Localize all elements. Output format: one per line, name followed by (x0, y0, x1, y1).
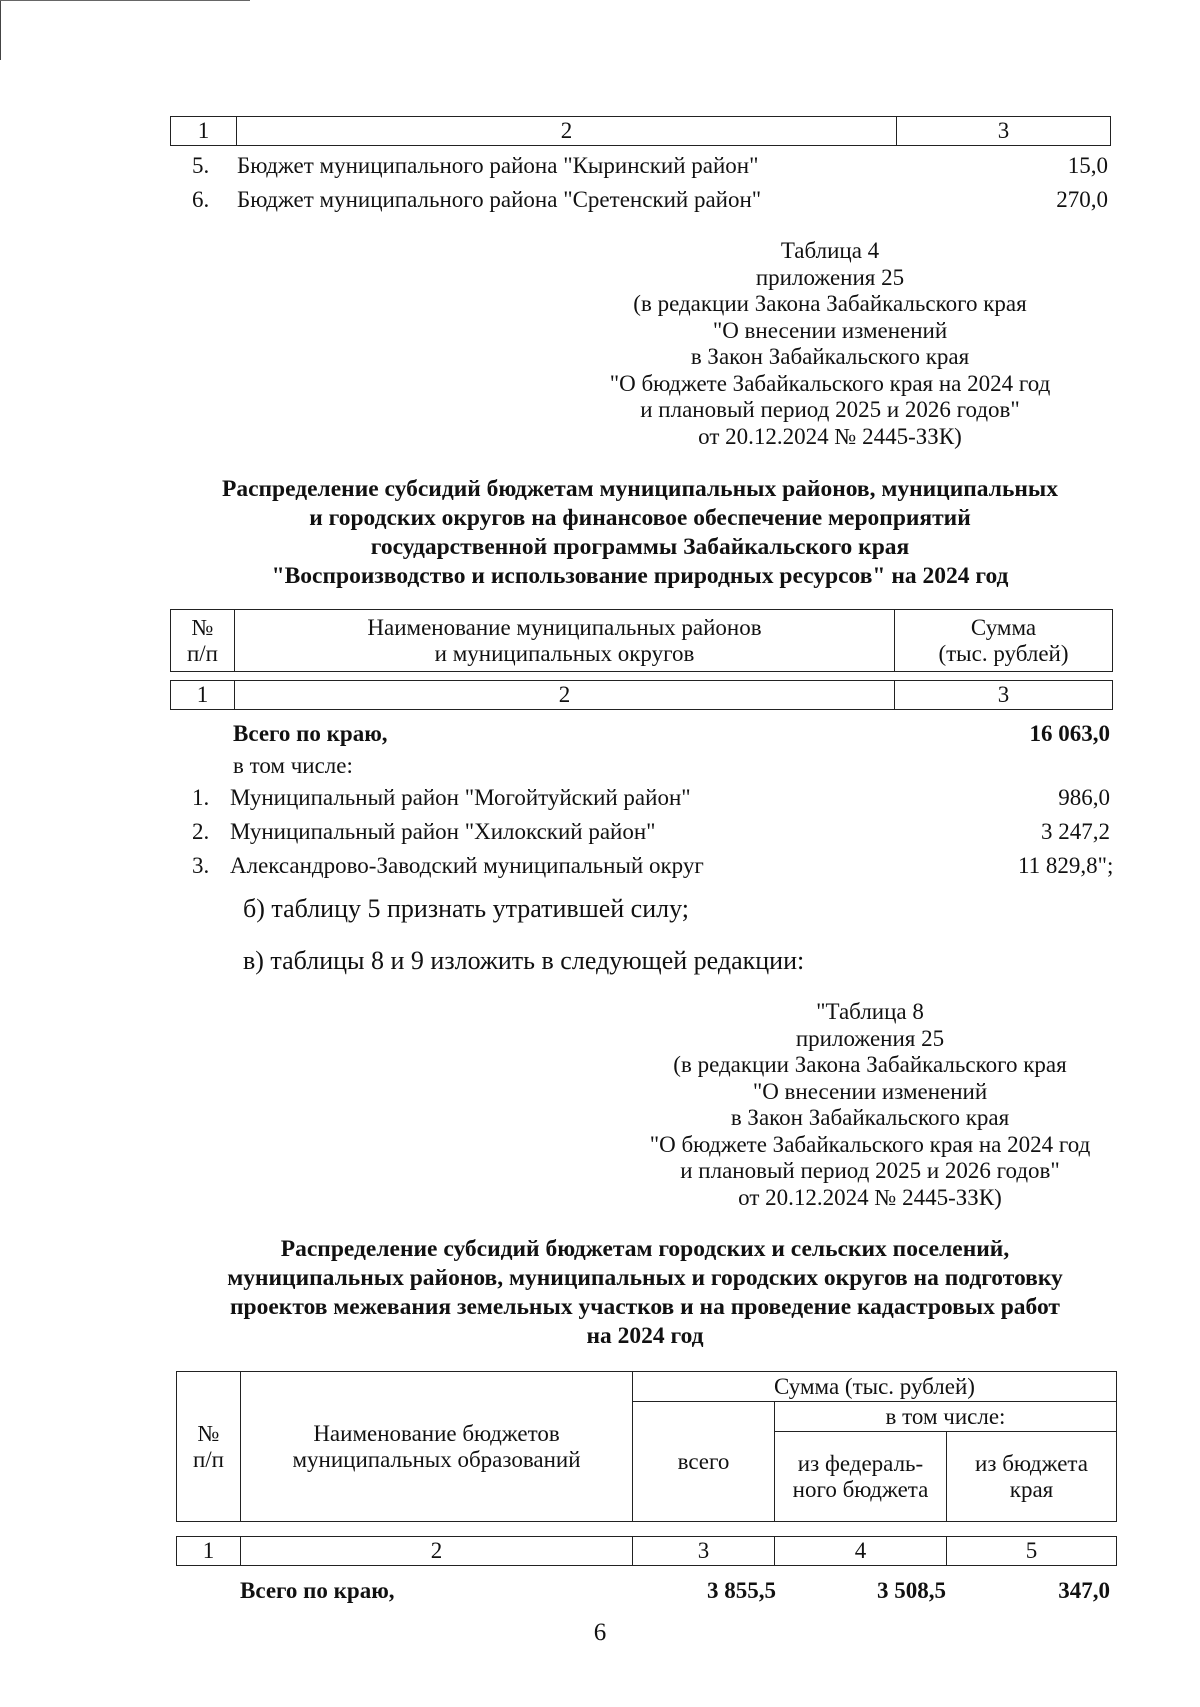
continued-table-header (170, 116, 1111, 146)
row-number: 3. (192, 853, 210, 878)
row-number: 5. (192, 153, 210, 178)
header-line: № (197, 1420, 220, 1446)
caption-line: "О внесении изменений (752, 1078, 988, 1104)
col-number-2: 2 (235, 681, 895, 710)
caption-line: "О бюджете Забайкальского края на 2024 год (609, 370, 1051, 396)
caption-line: и плановый период 2025 и 2026 годов" (640, 397, 1020, 422)
col-number-2: 2 (241, 1537, 633, 1566)
header-line: края (1009, 1476, 1054, 1502)
title-line: "Воспроизводство и использование природных ресурсов" на 2024 год (271, 563, 1009, 589)
col-number-2: 2 (237, 117, 897, 146)
header-regional-col (947, 1432, 1117, 1522)
header-sum-col (895, 610, 1113, 672)
header-line: п/п (192, 1446, 224, 1472)
title-line: и городских округов на финансовое обеспечение мероприятий (309, 505, 971, 531)
paragraph-b: б) таблицу 5 признать утратившей силу; (243, 894, 689, 923)
caption-line: "О бюджете Забайкальского края на 2024 год (649, 1131, 1091, 1157)
header-line: Наименование муниципальных районов (367, 614, 762, 640)
table8-header (176, 1371, 1117, 1522)
table4-title (150, 475, 1130, 591)
title-line: на 2024 год (586, 1323, 704, 1349)
total-value-federal: 3 508,5 (877, 1578, 946, 1603)
row-value: 270,0 (1056, 187, 1108, 212)
header-name-col (235, 610, 895, 672)
header-sum-col: Сумма (тыс. рублей) (633, 1372, 1117, 1402)
header-line: из федераль- (797, 1450, 924, 1476)
caption-line: "Таблица 8 (816, 999, 924, 1024)
total-value: 16 063,0 (1029, 721, 1110, 746)
table8-numbering (176, 1536, 1117, 1566)
caption-line: (в редакции Закона Забайкальского края (633, 291, 1027, 316)
caption-line: от 20.12.2024 № 2445-ЗЗК) (698, 423, 962, 449)
col-number-3: 3 (633, 1537, 775, 1566)
caption-line: в Закон Забайкальского края (730, 1105, 1010, 1130)
row-name: Муниципальный район "Могойтуйский район" (230, 785, 691, 810)
table4-header (170, 609, 1113, 672)
header-line: п/п (186, 640, 218, 666)
col-number-1: 1 (171, 681, 235, 710)
title-line: Распределение субсидий бюджетам муниципальных районов, муниципальных (221, 476, 1059, 502)
row-name: Александрово-Заводский муниципальный округ (230, 853, 704, 878)
header-line: (тыс. рублей) (938, 640, 1069, 666)
page-number: 6 (593, 1619, 607, 1646)
header-number-col (171, 610, 235, 672)
scan-edge-mark (0, 0, 1, 60)
col-number-3: 3 (897, 117, 1111, 146)
caption-line: (в редакции Закона Забайкальского края (673, 1052, 1067, 1077)
including-label: в том числе: (233, 753, 353, 778)
paragraph-v: в) таблицы 8 и 9 изложить в следующей редакции: (243, 946, 805, 975)
header-line: и муниципальных округов (434, 640, 695, 666)
row-value: 986,0 (1058, 785, 1110, 810)
title-line: Распределение субсидий бюджетам городских и сельских поселений, (280, 1236, 1010, 1262)
table8-title (150, 1235, 1140, 1351)
header-line: ного бюджета (792, 1476, 929, 1502)
caption-line: и плановый период 2025 и 2026 годов" (680, 1158, 1060, 1183)
caption-line: приложения 25 (755, 264, 905, 290)
total-value-regional: 347,0 (1058, 1578, 1110, 1603)
scan-top-mark (0, 0, 250, 1)
caption-line: приложения 25 (795, 1025, 945, 1051)
total-label: Всего по краю, (240, 1578, 395, 1603)
col-number-5: 5 (947, 1537, 1117, 1566)
header-line: муниципальных образований (292, 1446, 581, 1472)
total-value-all: 3 855,5 (707, 1578, 776, 1603)
caption-line: "О внесении изменений (712, 317, 948, 343)
row-number: 6. (192, 187, 210, 212)
table4-caption (560, 238, 1100, 450)
title-line: муниципальных районов, муниципальных и городских округов на подготовку (227, 1265, 1063, 1291)
col-number-3: 3 (895, 681, 1113, 710)
row-number: 1. (192, 785, 210, 810)
title-line: проектов межевания земельных участков и на проведение кадастровых работ (230, 1294, 1060, 1320)
row-value: 11 829,8"; (1018, 853, 1114, 878)
table8-caption (600, 999, 1140, 1211)
header-federal-col (775, 1432, 947, 1522)
header-including: в том числе: (775, 1402, 1117, 1432)
caption-line: Таблица 4 (780, 238, 880, 263)
row-value: 3 247,2 (1041, 819, 1110, 844)
header-line: № (191, 614, 214, 640)
title-line: государственной программы Забайкальского края (370, 534, 910, 560)
row-name: Муниципальный район "Хилокский район" (230, 819, 656, 844)
col-number-4: 4 (775, 1537, 947, 1566)
header-name-col (241, 1372, 633, 1522)
header-line: из бюджета (975, 1450, 1088, 1476)
header-number-col (177, 1372, 241, 1522)
caption-line: в Закон Забайкальского края (690, 344, 970, 369)
caption-line: от 20.12.2024 № 2445-ЗЗК) (738, 1184, 1002, 1210)
row-value: 15,0 (1067, 153, 1108, 178)
table4-numbering (170, 680, 1113, 710)
row-name: Бюджет муниципального района "Кыринский район" (237, 153, 759, 178)
row-number: 2. (192, 819, 210, 844)
header-line: Сумма (970, 614, 1037, 640)
col-number-1: 1 (171, 117, 237, 146)
total-label: Всего по краю, (233, 721, 388, 746)
col-number-1: 1 (177, 1537, 241, 1566)
header-total-col: всего (633, 1402, 775, 1522)
header-line: Наименование бюджетов (313, 1420, 560, 1446)
row-name: Бюджет муниципального района "Сретенский район" (237, 187, 762, 212)
